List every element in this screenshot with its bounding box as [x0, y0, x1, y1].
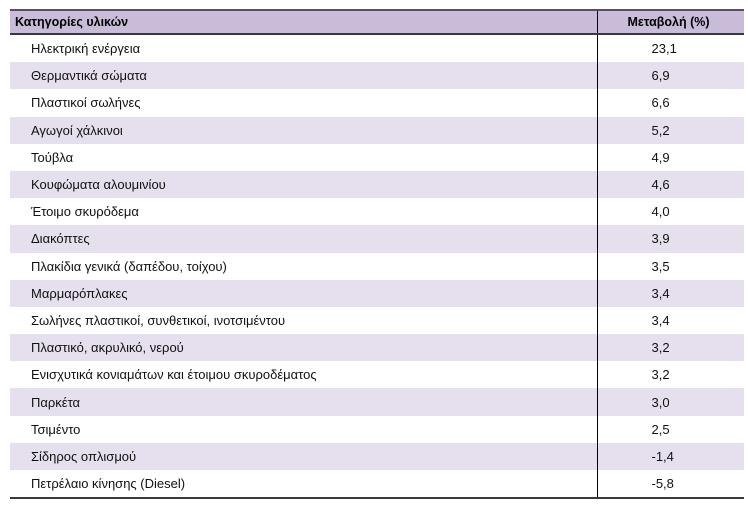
row-value: 3,2 [597, 361, 744, 388]
row-name: Ηλεκτρική ενέργεια [31, 41, 141, 57]
table-row [10, 171, 744, 198]
row-value: -1,4 [597, 443, 744, 470]
header-category: Κατηγορίες υλικών [10, 10, 597, 34]
row-value: 3,5 [597, 253, 744, 280]
row-name: Πλαστικό, ακρυλικό, νερού [10, 334, 597, 361]
table-row [10, 307, 744, 334]
table-row [10, 280, 744, 307]
row-name: Τούβλα [31, 149, 74, 165]
row-name: Σωλήνες πλαστικοί, συνθετικοί, ινοτσιμέντου [31, 312, 286, 328]
row-value: 3,4 [597, 307, 744, 334]
row-name: Θερμαντικά σώματα [10, 62, 597, 89]
row-value: 3,0 [597, 388, 744, 415]
table-body [10, 34, 744, 498]
row-name: Πλακίδια γενικά (δαπέδου, τοίχου) [31, 258, 227, 274]
table-row [10, 388, 744, 415]
materials-change-table [10, 9, 744, 499]
table-row [10, 470, 744, 498]
row-name: Αγωγοί χάλκινοι [10, 117, 597, 144]
row-value: 5,2 [597, 117, 744, 144]
row-name: Κουφώματα αλουμινίου [10, 171, 597, 198]
row-value: 2,5 [597, 416, 744, 443]
table-row [10, 416, 744, 443]
row-name: Παρκέτα [10, 388, 597, 415]
row-value: 6,9 [597, 62, 744, 89]
row-value: 6,6 [597, 89, 744, 116]
row-value: 3,9 [597, 225, 744, 252]
row-value: 3,2 [597, 334, 744, 361]
table-row [10, 443, 744, 470]
table-row [10, 89, 744, 116]
table-row [10, 62, 744, 89]
row-value: 4,0 [597, 198, 744, 225]
row-name: Σίδηρος οπλισμού [10, 443, 597, 470]
table-row [10, 34, 744, 62]
row-name: Διακόπτες [10, 225, 597, 252]
row-name: Μαρμαρόπλακες [10, 280, 597, 307]
row-name: Έτοιμο σκυρόδεμα [31, 204, 139, 220]
header-change: Μεταβολή (%) [597, 10, 744, 34]
materials-table-container [10, 9, 744, 499]
table-row [10, 117, 744, 144]
row-value: -5,8 [597, 470, 744, 498]
row-name: Πετρέλαιο κίνησης (Diesel) [10, 470, 597, 498]
table-row [10, 253, 744, 280]
row-name: Ενισχυτικά κονιαμάτων και έτοιμου σκυροδέματος [31, 367, 317, 383]
table-row [10, 334, 744, 361]
row-value: 4,6 [597, 171, 744, 198]
table-header-row [10, 10, 744, 34]
row-value: 3,4 [597, 280, 744, 307]
row-name: Τσιμέντο [31, 421, 81, 437]
row-value: 4,9 [597, 144, 744, 171]
table-row [10, 198, 744, 225]
table-row [10, 144, 744, 171]
row-name: Πλαστικοί σωλήνες [31, 95, 141, 111]
table-row [10, 225, 744, 252]
table-row [10, 361, 744, 388]
row-value: 23,1 [597, 34, 744, 62]
